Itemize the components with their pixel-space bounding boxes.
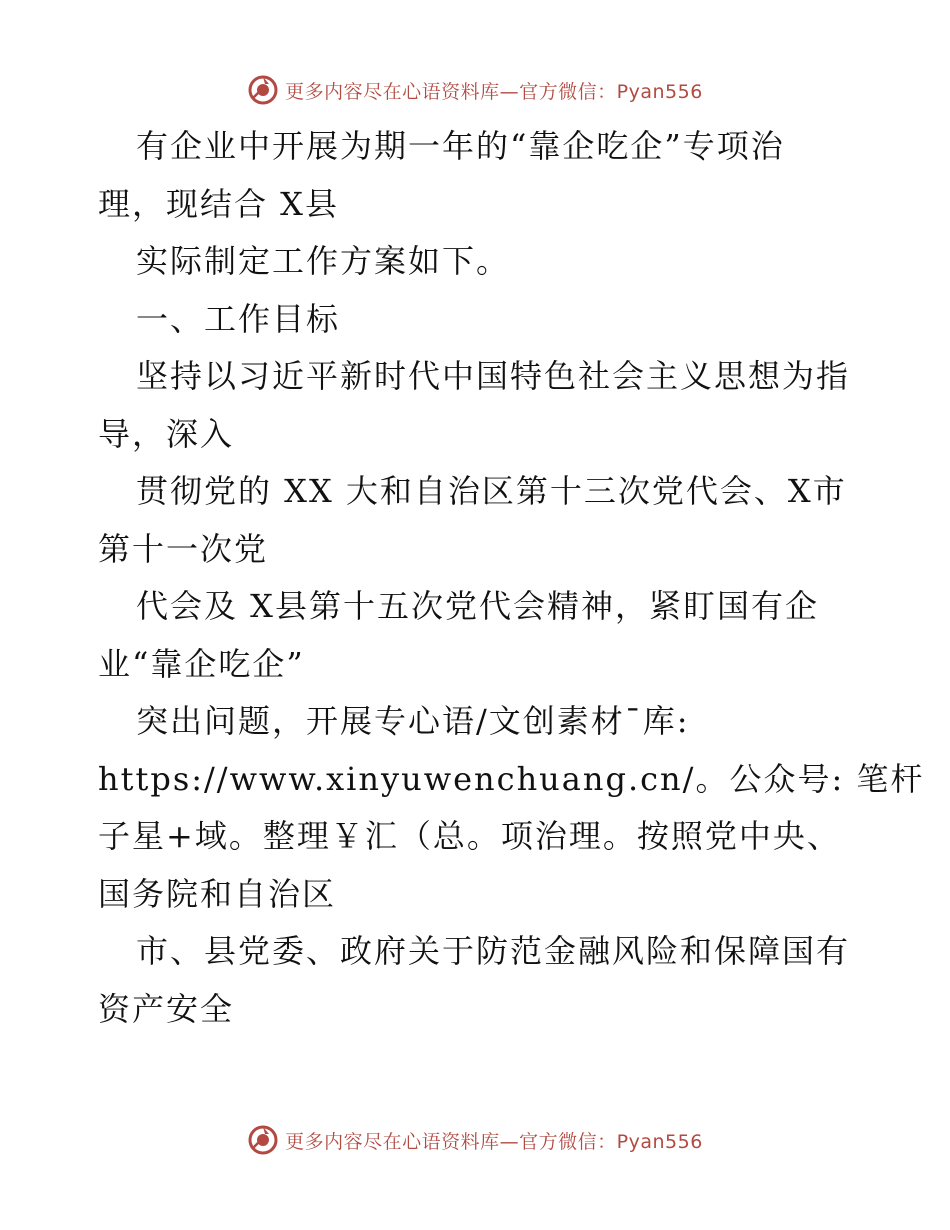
- text-line: 代会及 X县第十五次党代会精神，紧盯国有企: [136, 587, 819, 625]
- text-line: 理，现结合 X县: [98, 184, 339, 223]
- header-banner: [0, 70, 950, 110]
- footer-banner-text: 更多内容尽在心语资料库—官方微信：Pyan556: [285, 1130, 703, 1153]
- text-line: 业“靠企吃企”: [98, 644, 305, 683]
- seal-logo-icon: [247, 74, 279, 106]
- text-line: 突出问题，开展专心语/文创素材¯库:: [136, 702, 690, 740]
- text-line: 贯彻党的 XX 大和自治区第十三次党代会、X市: [136, 472, 847, 510]
- text-line: 资产安全: [98, 989, 235, 1028]
- document-body: [98, 118, 925, 1038]
- text-line: 实际制定工作方案如下。: [136, 242, 511, 280]
- text-line: 国务院和自治区: [98, 874, 337, 913]
- text-line: 市、县党委、政府关于防范金融风险和保障国有: [136, 932, 851, 970]
- header-banner-text: 更多内容尽在心语资料库—官方微信：Pyan556: [285, 80, 703, 103]
- seal-logo-icon: [247, 1124, 279, 1156]
- footer-banner: [0, 1120, 950, 1160]
- section-heading: 一、工作目标: [136, 299, 341, 338]
- text-line: https://www.xinyuwenchuang.cn/。公众号: 笔杆: [98, 759, 925, 798]
- text-line: 子星+域。整理￥汇（总。项治理。按照党中央、: [98, 817, 841, 855]
- text-line: 第十一次党: [98, 529, 269, 568]
- text-line: 导，深入: [98, 414, 235, 453]
- text-line: 有企业中开展为期一年的“靠企吃企”专项治: [136, 127, 785, 165]
- text-line: 坚持以习近平新时代中国特色社会主义思想为指: [136, 357, 851, 395]
